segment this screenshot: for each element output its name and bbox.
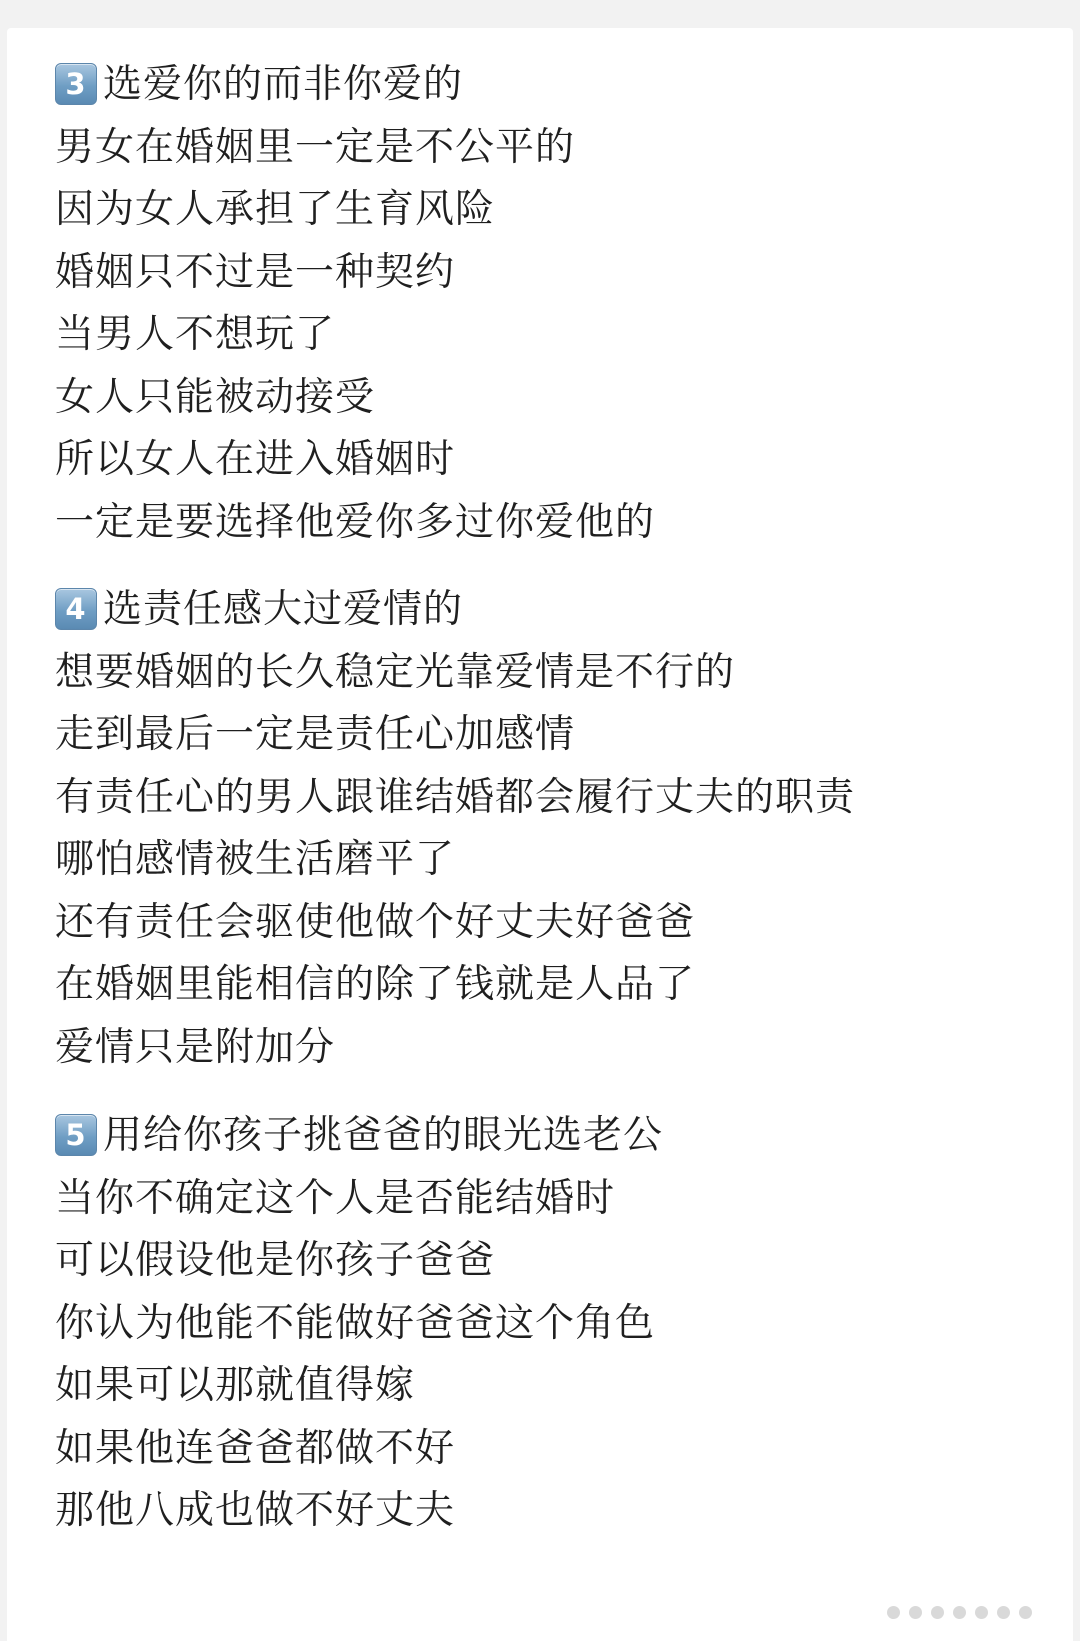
section-5 — [55, 1105, 663, 1543]
text-line: 走到最后一定是责任心加感情 — [55, 712, 576, 757]
text-line: 哪怕感情被生活磨平了 — [55, 837, 456, 882]
watermark-icon — [887, 1603, 1057, 1621]
text-line: 因为女人承担了生育风险 — [55, 187, 496, 232]
keycap-number-icon: 4 — [55, 588, 97, 630]
text-line: 女人只能被动接受 — [55, 374, 376, 420]
text-line: 在婚姻里能相信的除了钱就是人品了 — [55, 962, 696, 1007]
section-title: 用给你孩子挑爸爸的眼光选老公 — [103, 1113, 664, 1158]
section-title: 选爱你的而非你爱的 — [103, 62, 464, 107]
text-line: 一定是要选择他爱你多过你爱他的 — [55, 499, 656, 545]
text-line: 你认为他能不能做好爸爸这个角色 — [55, 1300, 656, 1346]
content-card — [7, 28, 1073, 1641]
text-line: 还有责任会驱使他做个好丈夫好爸爸 — [55, 899, 696, 945]
section-4 — [55, 579, 855, 1079]
text-line: 如果可以那就值得嫁 — [55, 1363, 416, 1408]
section-heading — [55, 579, 855, 642]
text-line: 想要婚姻的长久稳定光靠爱情是不行的 — [55, 649, 736, 695]
text-line: 如果他连爸爸都做不好 — [55, 1425, 456, 1471]
section-heading — [55, 54, 655, 117]
text-line: 可以假设他是你孩子爸爸 — [55, 1238, 496, 1283]
text-line: 婚姻只不过是一种契约 — [55, 249, 456, 295]
text-line: 爱情只是附加分 — [55, 1024, 336, 1070]
keycap-number-icon: 3 — [55, 63, 97, 105]
section-title: 选责任感大过爱情的 — [103, 587, 464, 632]
text-line: 当男人不想玩了 — [55, 312, 336, 357]
section-heading — [55, 1105, 663, 1168]
section-3 — [55, 54, 655, 554]
text-line: 当你不确定这个人是否能结婚时 — [55, 1175, 616, 1221]
keycap-number-icon: 5 — [55, 1114, 97, 1156]
text-line: 男女在婚姻里一定是不公平的 — [55, 124, 576, 170]
text-line: 有责任心的男人跟谁结婚都会履行丈夫的职责 — [55, 774, 856, 820]
text-line: 所以女人在进入婚姻时 — [55, 437, 456, 482]
text-line: 那他八成也做不好丈夫 — [55, 1488, 456, 1533]
